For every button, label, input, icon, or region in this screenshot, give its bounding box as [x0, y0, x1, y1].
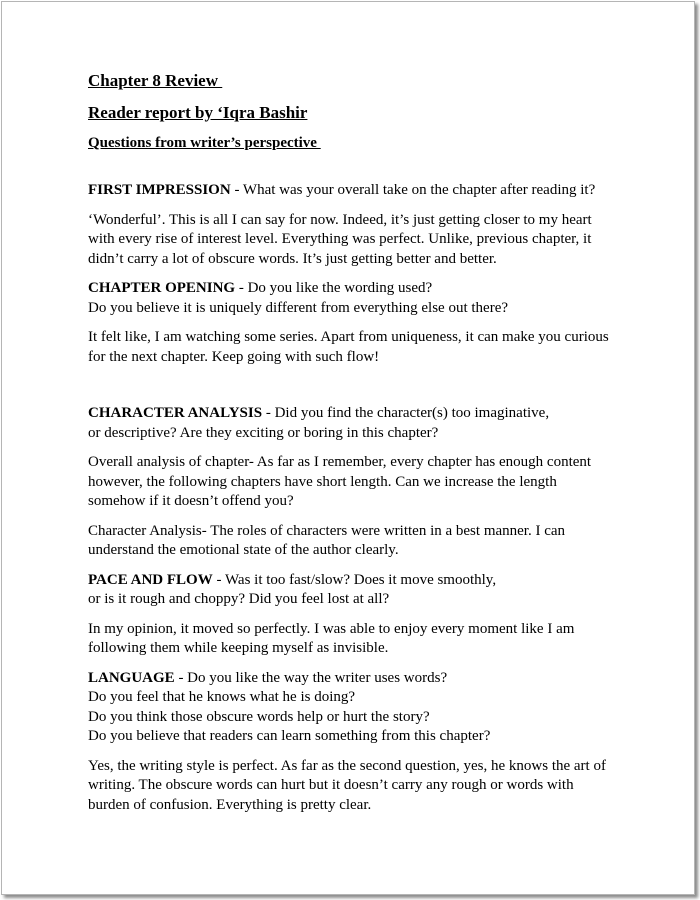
language-question-line3: Do you think those obscure words help or hurt the story? — [88, 708, 430, 725]
first-impression-question-text: - What was your overall take on the chapter after reading it? — [230, 182, 596, 198]
first-impression-label: FIRST IMPRESSION — [88, 182, 231, 198]
chapter-opening-answer: It felt like, I am watching some series. Apart from uniqueness, it can make you curious for the next chapter. Keep going with such flow! — [88, 329, 609, 365]
first-impression-answer: ‘Wonderful’. This is all I can say for now. Indeed, it’s just getting closer to my heart with every rise of interest level. Everything was perfect. Unlike, previous chapter, it didn’t carry a lot of obscure words. It’s just getting better and better. — [88, 211, 592, 267]
document-page — [1, 1, 695, 895]
pace-flow-question — [88, 571, 618, 610]
language-question-line1: - Do you like the way the writer uses words? — [174, 669, 448, 686]
character-analysis-question-line2: or descriptive? Are they exciting or boring in this chapter? — [88, 424, 439, 441]
character-analysis-label: CHARACTER ANALYSIS — [88, 405, 263, 421]
pace-flow-label: PACE AND FLOW — [88, 571, 213, 588]
pace-flow-question-line2: or is it rough and choppy? Did you feel lost at all? — [88, 591, 390, 607]
document-body — [88, 70, 618, 815]
language-question — [88, 669, 618, 747]
pace-flow-answer: In my opinion, it moved so perfectly. I was able to enjoy every moment like I am following them while keeping myself as invisible. — [88, 620, 575, 656]
language-question-line4: Do you believe that readers can learn something from this chapter? — [88, 728, 491, 744]
character-analysis-question-line1: - Did you find the character(s) too imaginative, — [262, 405, 550, 421]
character-analysis-answer-roles: Character Analysis- The roles of characters were written in a best manner. I can understand the emotional state of the author clearly. — [88, 522, 566, 558]
chapter-title: Chapter 8 Review — [88, 71, 223, 90]
character-analysis-answer-overall: Overall analysis of chapter- As far as I remember, every chapter has enough content however, the following chapters have short length. Can we increase the length somehow if it doesn’t offend you? — [88, 454, 592, 509]
chapter-opening-question-line2: Do you believe it is uniquely different from everything else out there? — [88, 299, 509, 316]
language-label: LANGUAGE — [88, 669, 175, 686]
chapter-opening-question-line1: - Do you like the wording used? — [235, 280, 433, 296]
language-answer: Yes, the writing style is perfect. As far as the second question, yes, he knows the art of writing. The obscure words can hurt but it doesn’t carry any rough or words with burden of confusion. Everything is pretty clear. — [88, 757, 606, 813]
subtitle: Questions from writer’s perspective — [88, 135, 321, 151]
character-analysis-question — [88, 404, 618, 443]
report-title: Reader report by ‘Iqra Bashir — [88, 103, 308, 122]
language-question-line2: Do you feel that he knows what he is doing? — [88, 689, 356, 705]
first-impression-question — [88, 181, 618, 201]
pace-flow-question-line1: - Was it too fast/slow? Does it move smoothly, — [212, 571, 497, 588]
chapter-opening-question — [88, 279, 618, 318]
chapter-opening-label: CHAPTER OPENING — [88, 280, 236, 296]
